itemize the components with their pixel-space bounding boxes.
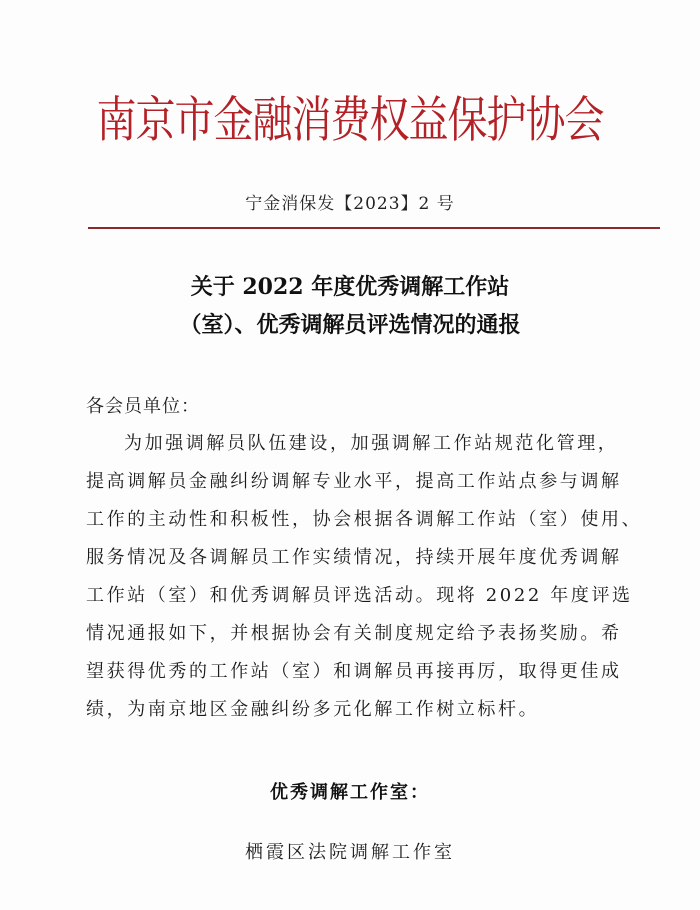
letterhead-organization-name: 南京市金融消费权益保护协会 (96, 92, 604, 149)
section-heading-excellent-studio: 优秀调解工作室： (270, 782, 430, 803)
body-line: 为加强调解员队伍建设，加强调解工作站规范化管理， (124, 433, 619, 454)
title-line-1: 关于 2022 年度优秀调解工作站 (190, 274, 510, 300)
document-number: 宁金消保发【2023】2 号 (245, 194, 455, 214)
body-line: 提高调解员金融纠纷调解专业水平，提高工作站点参与调解 (86, 471, 622, 492)
body-line: 工作的主动性和积板性，协会根据各调解工作站（室）使用、 (86, 509, 643, 530)
body-paragraph (86, 425, 646, 729)
body-line: 望获得优秀的工作站（室）和调解员再接再厉，取得更佳成 (86, 661, 622, 682)
body-line: 情况通报如下，并根据协会有关制度规定给予表扬奖励。希 (86, 623, 622, 644)
salutation: 各会员单位： (86, 396, 200, 417)
body-line: 工作站（室）和优秀调解员评选活动。现将 2022 年度评选 (86, 585, 633, 606)
body-line: 服务情况及各调解员工作实绩情况，持续开展年度优秀调解 (86, 547, 622, 568)
title-line-2: （室）、优秀调解员评选情况的通报 (179, 312, 521, 338)
body-line: 绩，为南京地区金融纠纷多元化解工作树立标杆。 (86, 699, 540, 720)
document-title (0, 268, 700, 344)
section-list-item: 栖霞区法院调解工作室 (245, 842, 455, 863)
letterhead-red-rule (88, 227, 660, 229)
